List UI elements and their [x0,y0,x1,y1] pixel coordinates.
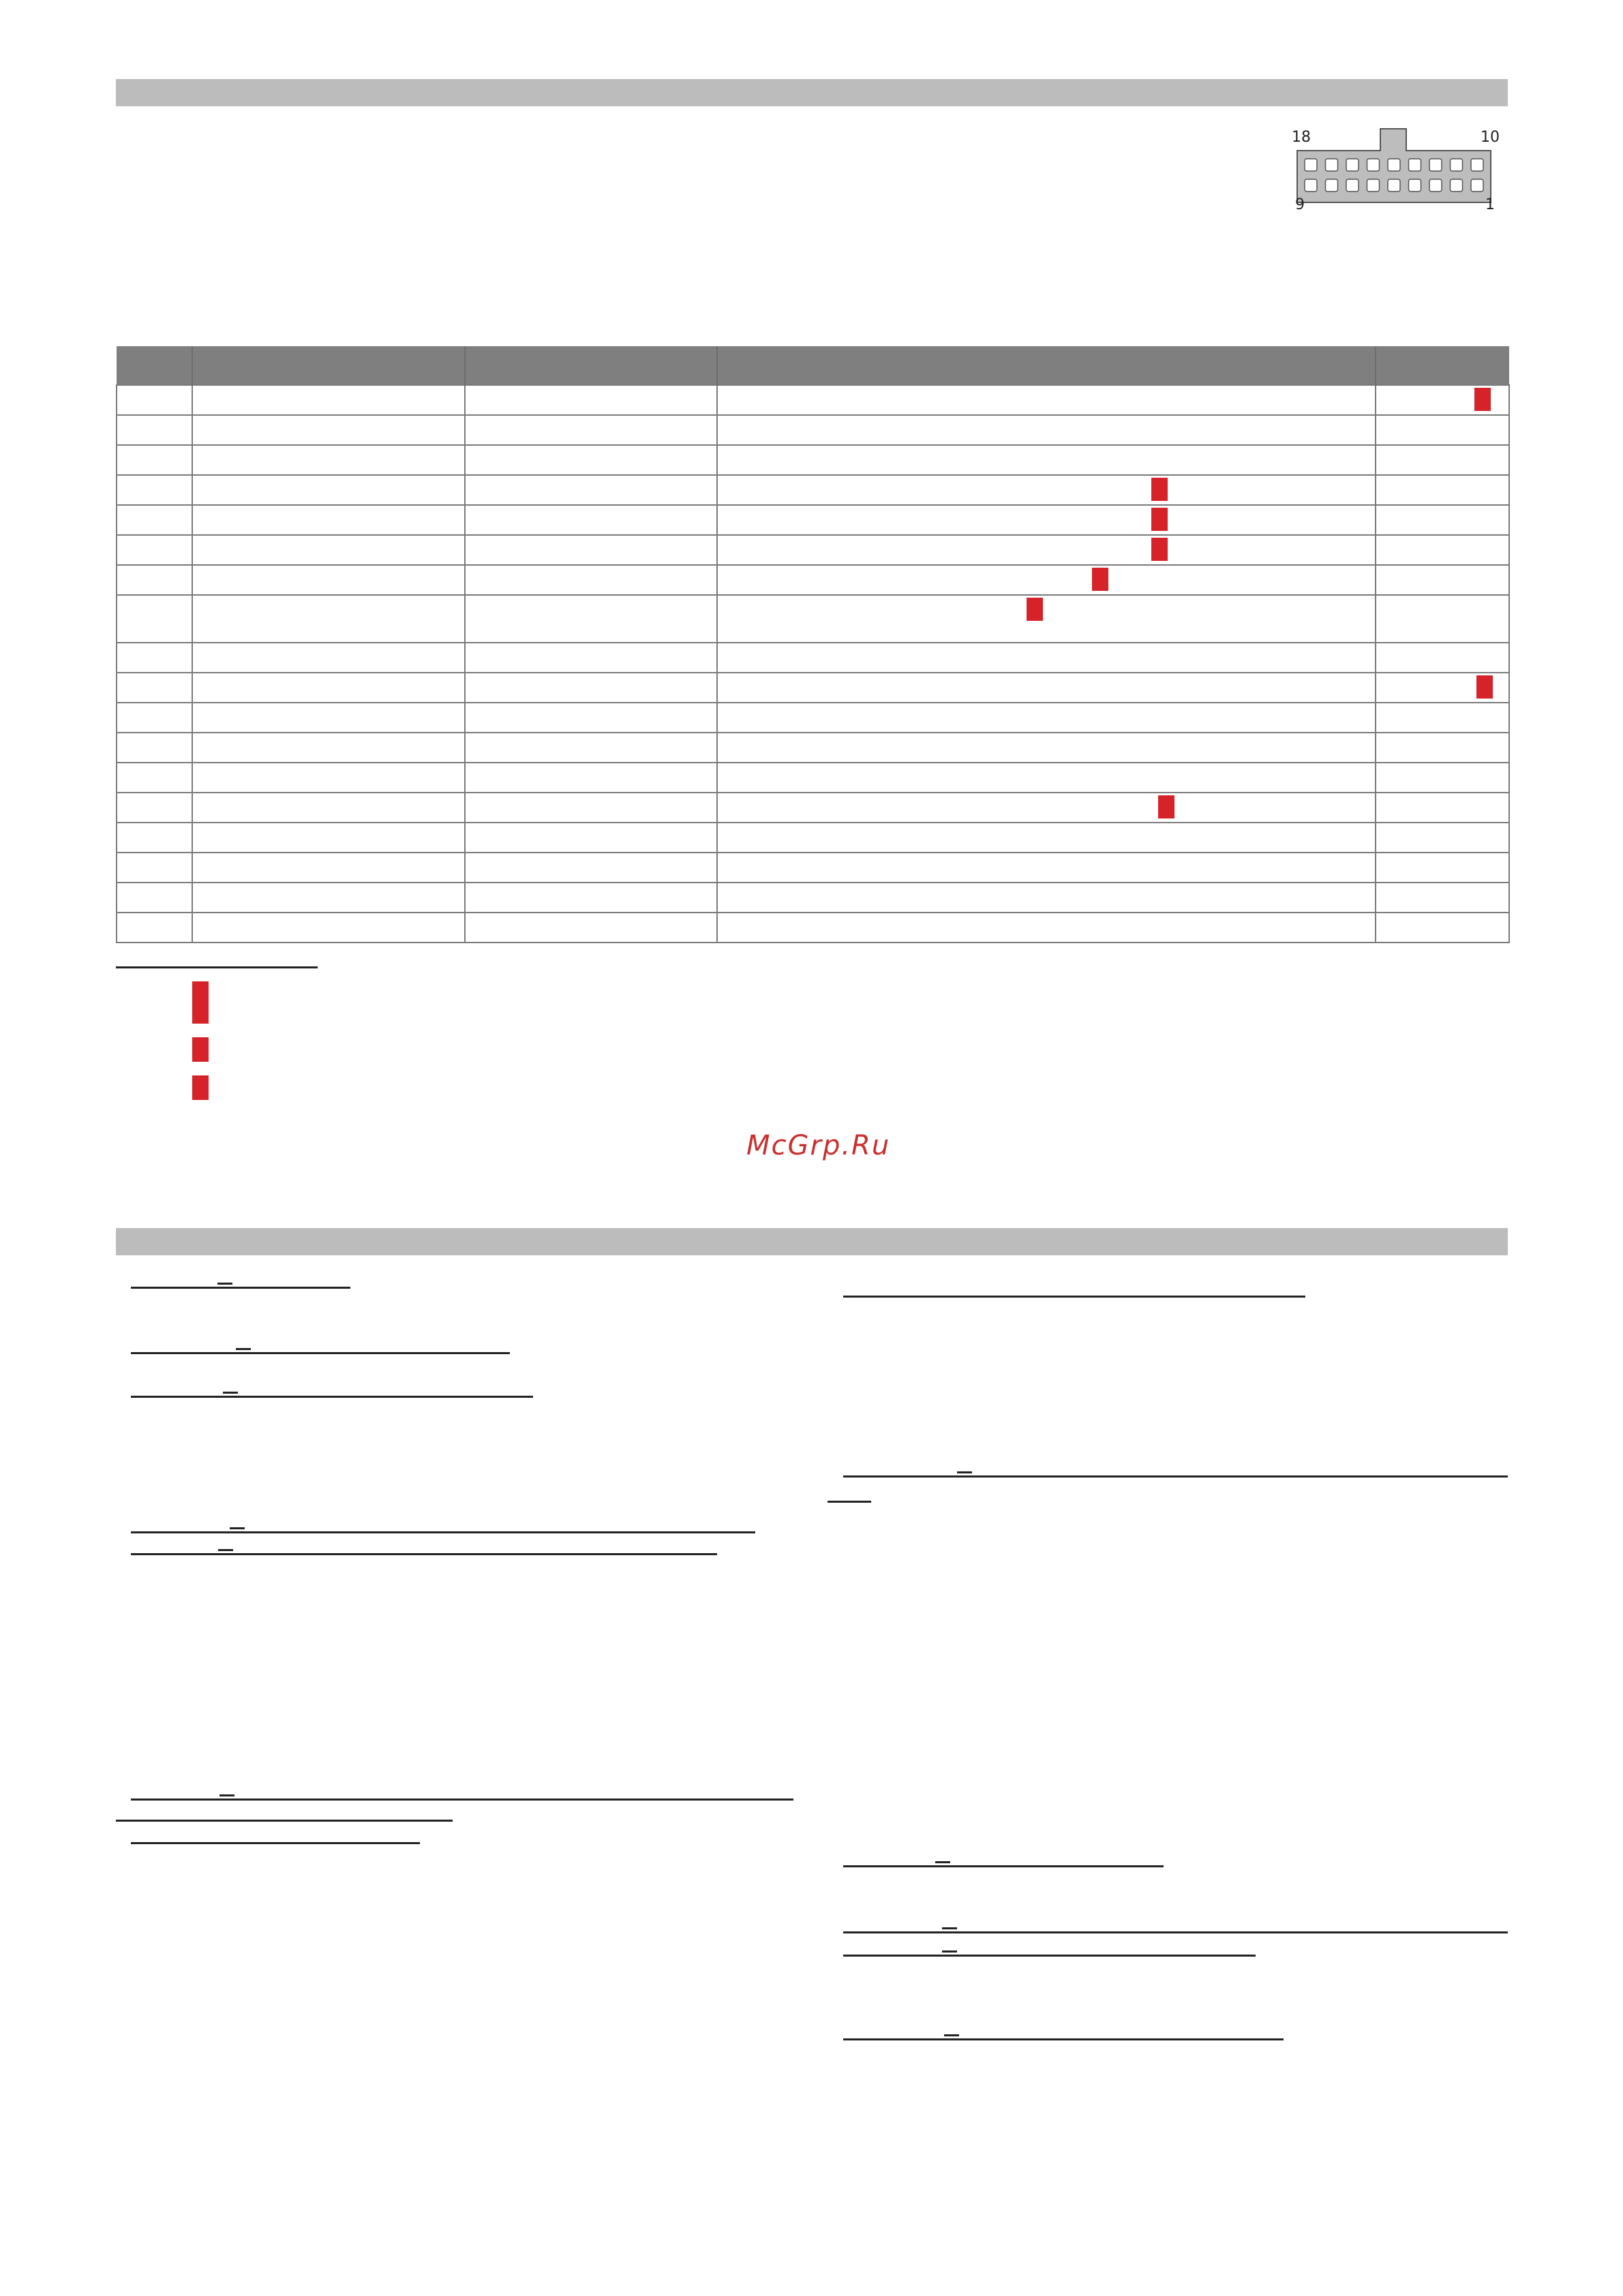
table-cell-description [717,913,1376,943]
connector-pin-17 [1326,159,1338,171]
legend-marker-3 [192,1075,209,1100]
section-header-band-top [116,79,1508,106]
connector-pin-6 [1367,179,1380,192]
table-row [117,643,1509,673]
header-cell-color [465,346,717,385]
left-heading-rule-2 [131,1352,510,1354]
table-cell-note [1376,643,1509,673]
left-heading-rule-1 [131,1287,350,1289]
table-cell-name [192,673,465,703]
table-cell-name [192,763,465,793]
connector-pin-15 [1367,159,1380,171]
table-row [117,703,1509,733]
table-cell-note [1376,853,1509,883]
table-cell-color [465,703,717,733]
table-cell-note [1376,535,1509,565]
table-cell-pin [117,535,192,565]
table-cell-name [192,385,465,415]
table-cell-pin [117,673,192,703]
red-marker [1476,675,1493,699]
connector-pin-5 [1388,179,1400,192]
table-row [117,535,1509,565]
connector-pin-2 [1451,179,1463,192]
table-cell-pin [117,823,192,853]
table-row [117,475,1509,505]
connector-pin-4 [1409,179,1421,192]
connector-pin-16 [1346,159,1359,171]
table-cell-color [465,823,717,853]
table-cell-color [465,565,717,595]
table-cell-name [192,793,465,823]
table-cell-pin [117,415,192,445]
connector-pin-11 [1451,159,1463,171]
table-header-row [117,346,1509,385]
table-cell-description [717,385,1376,415]
header-cell-description [717,346,1376,385]
table-cell-description [717,733,1376,763]
right-heading-rule-6 [843,1955,1256,1957]
table-cell-note [1376,703,1509,733]
table-row [117,913,1509,943]
table-cell-pin [117,595,192,643]
table-cell-color [465,475,717,505]
table-cell-note [1376,475,1509,505]
table-cell-pin [117,565,192,595]
table-cell-name [192,883,465,913]
table-cell-name [192,853,465,883]
table-row [117,763,1509,793]
connector-pin-13 [1409,159,1421,171]
table-body [117,385,1509,943]
table-cell-note [1376,733,1509,763]
table-cell-color [465,505,717,535]
header-cell-note [1376,346,1509,385]
table-cell-description [717,535,1376,565]
pin-label-10: 10 [1481,129,1500,146]
table-cell-color [465,535,717,565]
connector-diagram [1288,126,1506,218]
table-cell-description [717,565,1376,595]
table-cell-description [717,793,1376,823]
table-cell-name [192,505,465,535]
table-cell-name [192,823,465,853]
left-heading-rule-6 [131,1798,793,1801]
table-cell-pin [117,733,192,763]
table-cell-pin [117,913,192,943]
table-cell-description [717,595,1376,643]
table-row [117,883,1509,913]
table-cell-name [192,595,465,643]
table-cell-note [1376,883,1509,913]
header-cell-pin [117,346,192,385]
table-cell-color [465,385,717,415]
red-marker [1151,478,1168,501]
right-heading-rule-1 [843,1296,1305,1298]
table-cell-note [1376,505,1509,535]
connector-pin-18 [1305,159,1317,171]
table-cell-color [465,733,717,763]
left-heading-rule-8 [131,1842,420,1844]
table-cell-name [192,475,465,505]
table-cell-description [717,883,1376,913]
left-heading-rule-3 [131,1396,533,1398]
table-cell-note [1376,673,1509,703]
connector-pin-1 [1471,179,1483,192]
red-marker [1092,568,1108,591]
right-heading-rule-3 [828,1501,871,1503]
table-cell-color [465,595,717,643]
table-cell-pin [117,505,192,535]
table-cell-name [192,535,465,565]
table-cell-description [717,823,1376,853]
table-cell-pin [117,385,192,415]
table-cell-pin [117,643,192,673]
table-cell-note [1376,565,1509,595]
table-row [117,793,1509,823]
table-cell-pin [117,793,192,823]
table-row [117,445,1509,475]
table-cell-note [1376,445,1509,475]
table-cell-note [1376,385,1509,415]
table-cell-description [717,445,1376,475]
connector-pin-14 [1388,159,1400,171]
red-marker [1027,598,1043,621]
table-cell-color [465,445,717,475]
right-heading-rule-7 [843,2038,1284,2040]
connector-pin-8 [1326,179,1338,192]
header-cell-name [192,346,465,385]
table-cell-note [1376,913,1509,943]
table-cell-pin [117,763,192,793]
red-marker [1474,388,1491,411]
left-heading-rule-5 [131,1553,717,1555]
table-row [117,505,1509,535]
table-cell-description [717,643,1376,673]
table-cell-pin [117,853,192,883]
legend-marker-2 [192,1037,209,1062]
table-cell-color [465,793,717,823]
watermark-text: McGrp.Ru [746,1130,891,1161]
table-cell-description [717,703,1376,733]
table-row [117,385,1509,415]
table-cell-note [1376,793,1509,823]
table-cell-name [192,703,465,733]
table-cell-description [717,475,1376,505]
table-cell-note [1376,763,1509,793]
table-cell-color [465,883,717,913]
right-heading-rule-4 [843,1865,1164,1867]
table-cell-color [465,853,717,883]
table-cell-name [192,415,465,445]
table-cell-description [717,853,1376,883]
table-cell-name [192,643,465,673]
table-cell-color [465,643,717,673]
table-cell-color [465,763,717,793]
table-cell-description [717,763,1376,793]
table-row [117,565,1509,595]
pin-assignment-table [116,346,1510,943]
table-row [117,823,1509,853]
left-heading-rule-7 [116,1820,453,1822]
connector-pin-3 [1429,179,1442,192]
table-cell-color [465,673,717,703]
section-header-band-bottom [116,1228,1508,1255]
table-cell-name [192,913,465,943]
table-cell-color [465,415,717,445]
connector-pin-9 [1305,179,1317,192]
table-cell-note [1376,823,1509,853]
connector-pin-12 [1429,159,1442,171]
legend-marker-1 [192,981,209,1024]
pin-label-18: 18 [1292,129,1311,146]
pin-label-9: 9 [1295,196,1305,213]
red-marker [1158,795,1174,818]
table-cell-name [192,565,465,595]
table-row [117,415,1509,445]
table-cell-pin [117,703,192,733]
table-cell-description [717,415,1376,445]
pin-label-1: 1 [1485,196,1495,213]
red-marker [1151,508,1168,531]
right-heading-rule-2 [843,1475,1508,1478]
connector-pin-10 [1471,159,1483,171]
table-cell-name [192,733,465,763]
right-heading-rule-5 [843,1931,1508,1933]
table-cell-pin [117,475,192,505]
table-row [117,673,1509,703]
table-cell-pin [117,883,192,913]
table-cell-note [1376,415,1509,445]
table-cell-note [1376,595,1509,643]
table-cell-name [192,445,465,475]
table-row [117,733,1509,763]
table-cell-pin [117,445,192,475]
table-row [117,595,1509,643]
table-cell-description [717,673,1376,703]
connector-pin-7 [1346,179,1359,192]
red-marker [1151,538,1168,561]
connector-icon [1288,126,1506,218]
table-cell-color [465,913,717,943]
left-heading-rule-4 [131,1531,755,1533]
table-cell-description [717,505,1376,535]
legend-separator [116,966,318,968]
table-row [117,853,1509,883]
